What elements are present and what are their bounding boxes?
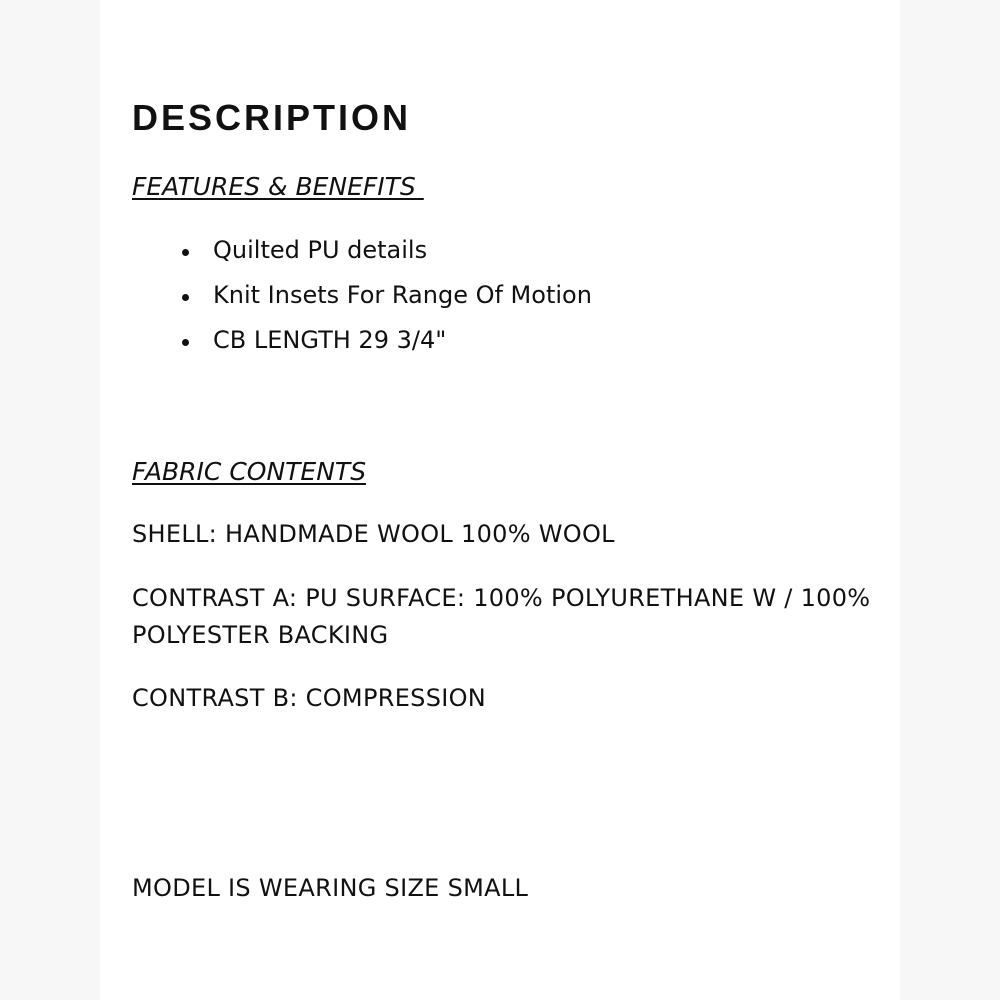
list-item: Quilted PU details [182, 235, 592, 265]
list-item: CB LENGTH 29 3/4" [182, 325, 592, 355]
features-benefits-title: FEATURES & BENEFITS [132, 172, 424, 201]
shell-fabric: SHELL: HANDMADE WOOL 100% WOOL [132, 520, 615, 548]
description-panel [100, 0, 900, 1000]
fabric-contents-title: FABRIC CONTENTS [132, 457, 367, 486]
list-item: Knit Insets For Range Of Motion [182, 280, 592, 310]
description-heading: DESCRIPTION [132, 97, 412, 138]
features-list [182, 235, 592, 370]
contrast-a-fabric: CONTRAST A: PU SURFACE: 100% POLYURETHANE W / 100% POLYESTER BACKING [132, 584, 871, 649]
model-size-note: MODEL IS WEARING SIZE SMALL [132, 874, 529, 902]
contrast-b-fabric: CONTRAST B: COMPRESSION [132, 684, 487, 712]
